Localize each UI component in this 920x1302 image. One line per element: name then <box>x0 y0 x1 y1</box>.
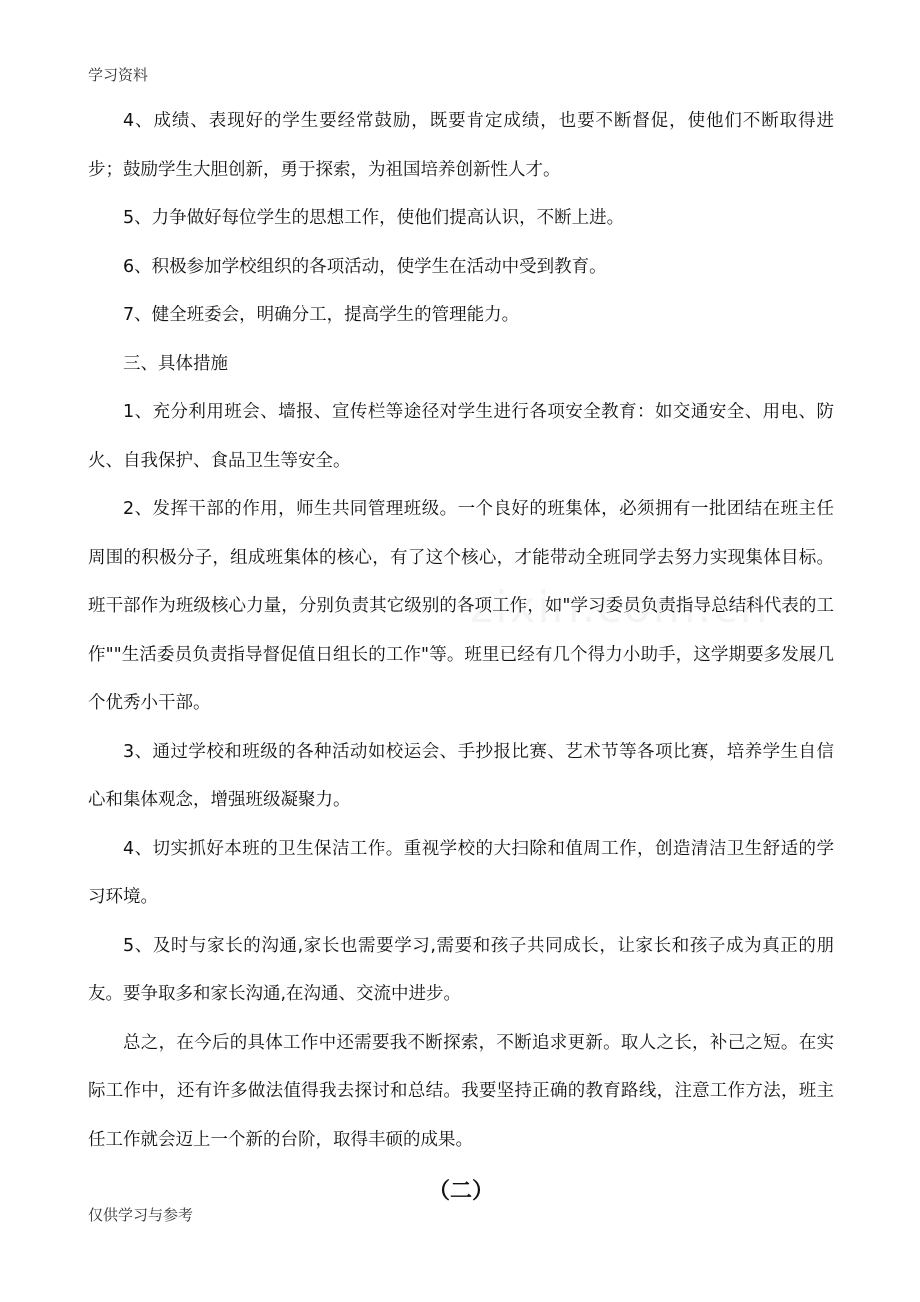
section-heading-measures: 三、具体措施 <box>123 353 228 374</box>
paragraph-measure-3-events: 3、通过学校和班级的各种活动如校运会、手抄报比赛、艺术节等各项比赛，培养学生自信心和集体观念，增强班级凝聚力。 <box>88 741 834 810</box>
paragraph-summary: 总之，在今后的具体工作中还需要我不断探索，不断追求更新。取人之长，补己之短。在实际工作中，还有许多做法值得我去探讨和总结。我要坚持正确的教育路线，注意工作方法，班主任工作就会迈上一个新的台阶，取得丰硕的成果。 <box>88 1032 834 1150</box>
paragraph-item-5-ideology: 5、力争做好每位学生的思想工作，使他们提高认识，不断上进。 <box>123 208 625 228</box>
paragraph-measure-5-parents: 5、及时与家长的沟通,家长也需要学习,需要和孩子共同成长，让家长和孩子成为真正的朋友。要争取多和家长沟通,在沟通、交流中进步。 <box>88 935 834 1004</box>
paragraph-measure-1-safety: 1、充分利用班会、墙报、宣传栏等途径对学生进行各项安全教育：如交通安全、用电、防火、自我保护、食品卫生等安全。 <box>88 402 834 471</box>
document-body <box>88 97 834 1216</box>
paragraph-measure-4-hygiene: 4、切实抓好本班的卫生保洁工作。重视学校的大扫除和值周工作，创造清洁卫生舒适的学习环境。 <box>88 838 834 907</box>
paragraph-item-7-class-committee: 7、健全班委会，明确分工，提高学生的管理能力。 <box>123 305 520 325</box>
paragraph-measure-2-cadres: 2、发挥干部的作用，师生共同管理班级。一个良好的班集体，必须拥有一批团结在班主任周围的积极分子，组成班集体的核心，有了这个核心，才能带动全班同学去努力实现集体目标。班干部作为班级核心力量，分别负责其它级别的各项工作，如"学习委员负责指导总结科代表的工作""生活委员负责指导督促值日组长的工作"等。班里已经有几个得力小助手，这学期要多发展几个优秀小干部。 <box>88 499 834 713</box>
paragraph-item-4-encourage: 4、成绩、表现好的学生要经常鼓励，既要肯定成绩，也要不断督促，使他们不断取得进步；鼓励学生大胆创新，勇于探索，为祖国培养创新性人才。 <box>88 111 834 180</box>
paragraph-item-6-activities: 6、积极参加学校组织的各项活动，使学生在活动中受到教育。 <box>123 256 607 277</box>
page-header-label: 学习资料 <box>88 66 149 84</box>
page-footer-label: 仅供学习与参考 <box>88 1206 194 1224</box>
section-title-part-two: （二） <box>427 1179 494 1204</box>
